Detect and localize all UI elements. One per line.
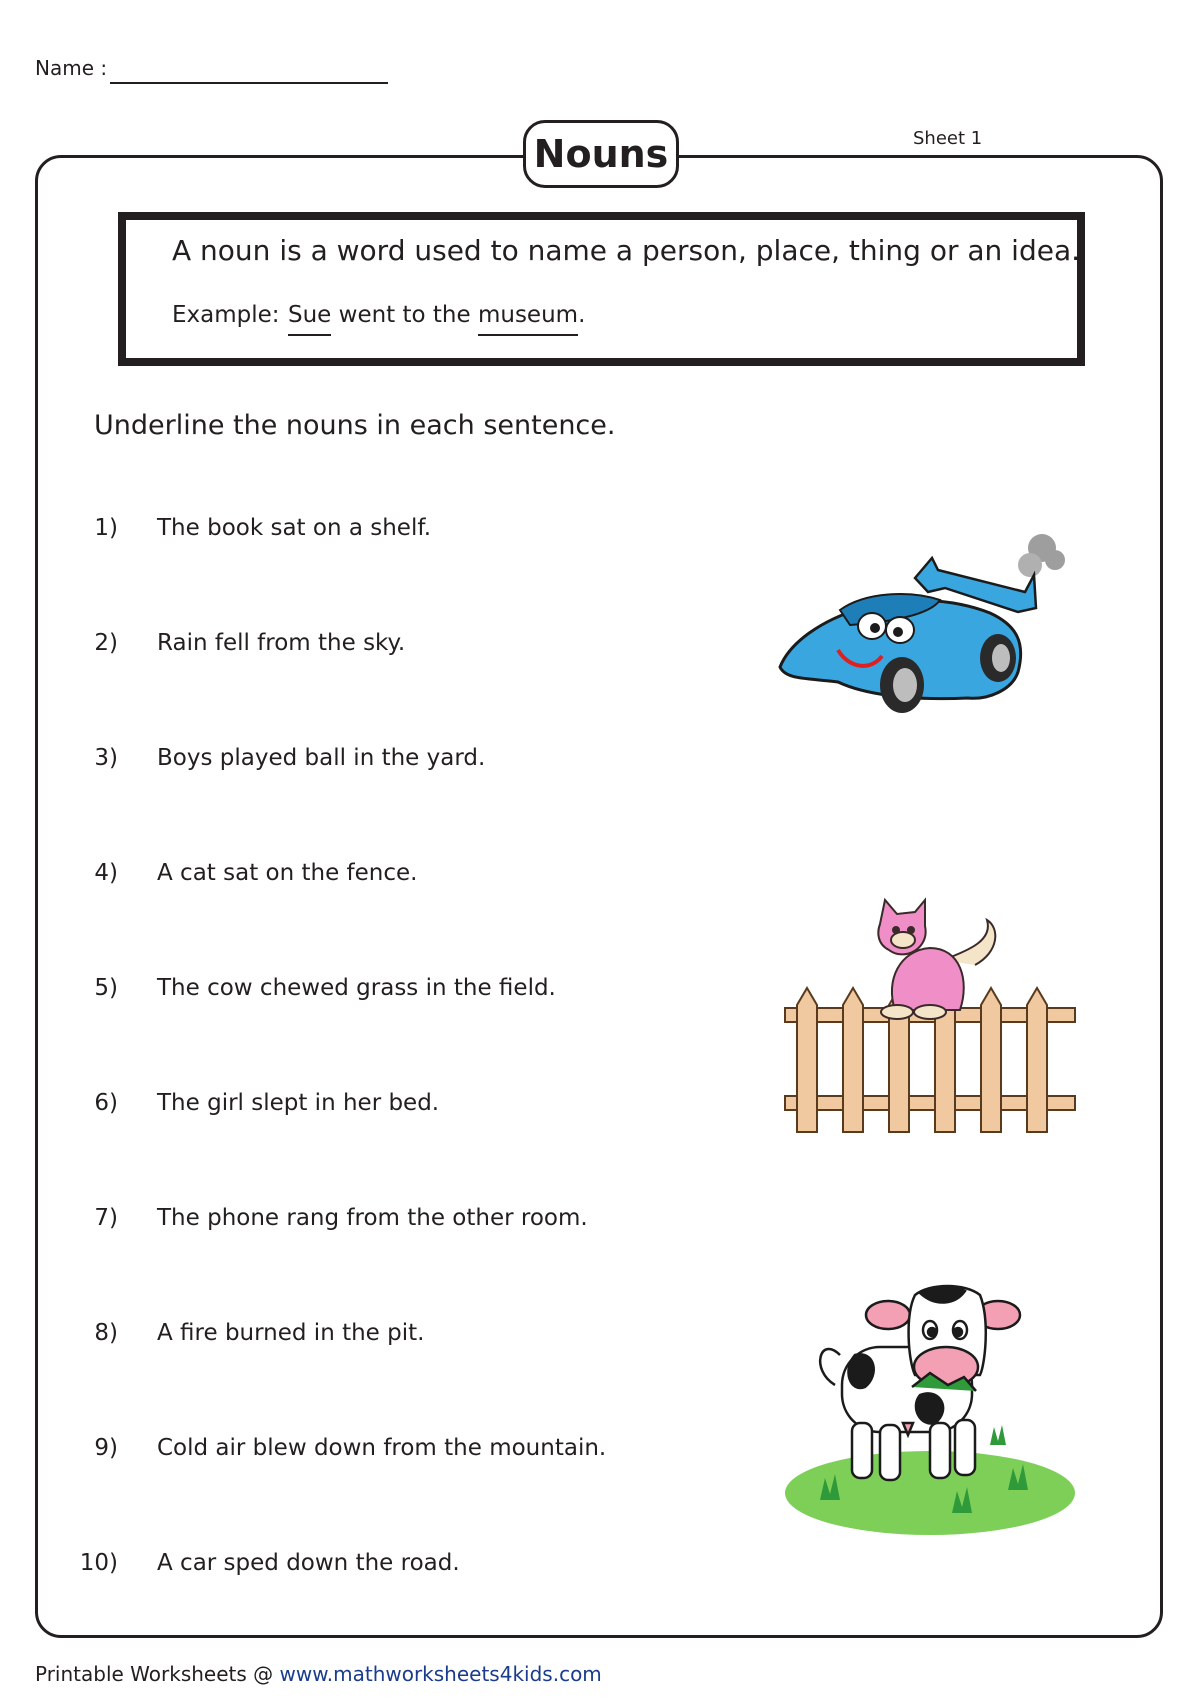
- question-number: 8): [94, 1320, 118, 1346]
- question-number: 10): [79, 1550, 118, 1576]
- cat-on-fence-illustration: [785, 900, 1075, 1140]
- example-label: Example:: [172, 302, 280, 328]
- car-illustration: [780, 530, 1080, 730]
- sheet-number: Sheet 1: [913, 128, 983, 149]
- question-sentence[interactable]: The book sat on a shelf.: [157, 515, 432, 541]
- definition-text: A noun is a word used to name a person, place, thing or an idea.: [172, 234, 1081, 267]
- instruction-text: Underline the nouns in each sentence.: [94, 410, 616, 441]
- question-sentence[interactable]: A car sped down the road.: [157, 1550, 460, 1576]
- car-exhaust-smoke: [1018, 534, 1065, 577]
- question-sentence[interactable]: A cat sat on the fence.: [157, 860, 418, 886]
- name-input-line[interactable]: [110, 82, 388, 84]
- name-label: Name :: [35, 56, 108, 80]
- question-sentence[interactable]: The phone rang from the other room.: [157, 1205, 588, 1231]
- question-number: 1): [94, 515, 118, 541]
- footer: [35, 1662, 602, 1686]
- footer-prefix: Printable Worksheets @: [35, 1662, 280, 1686]
- question-number: 6): [94, 1090, 118, 1116]
- example-sentence: [288, 302, 585, 328]
- question-number: 4): [94, 860, 118, 886]
- question-number: 3): [94, 745, 118, 771]
- question-number: 9): [94, 1435, 118, 1461]
- question-number: 2): [94, 630, 118, 656]
- example-noun-museum: museum: [478, 302, 578, 336]
- cow-illustration: [780, 1275, 1080, 1540]
- example-noun-sue: Sue: [288, 302, 331, 336]
- question-sentence[interactable]: A fire burned in the pit.: [157, 1320, 425, 1346]
- question-sentence[interactable]: The cow chewed grass in the field.: [157, 975, 556, 1001]
- page-title: Nouns: [523, 120, 679, 188]
- example-end: .: [578, 302, 586, 328]
- question-number: 5): [94, 975, 118, 1001]
- question-sentence[interactable]: Cold air blew down from the mountain.: [157, 1435, 607, 1461]
- example-middle: went to the: [331, 302, 478, 328]
- cow: [820, 1286, 1020, 1480]
- footer-website-link[interactable]: www.mathworksheets4kids.com: [279, 1662, 602, 1686]
- question-sentence[interactable]: The girl slept in her bed.: [157, 1090, 440, 1116]
- question-sentence[interactable]: Rain fell from the sky.: [157, 630, 406, 656]
- question-sentence[interactable]: Boys played ball in the yard.: [157, 745, 486, 771]
- question-number: 7): [94, 1205, 118, 1231]
- cat: [878, 900, 995, 1019]
